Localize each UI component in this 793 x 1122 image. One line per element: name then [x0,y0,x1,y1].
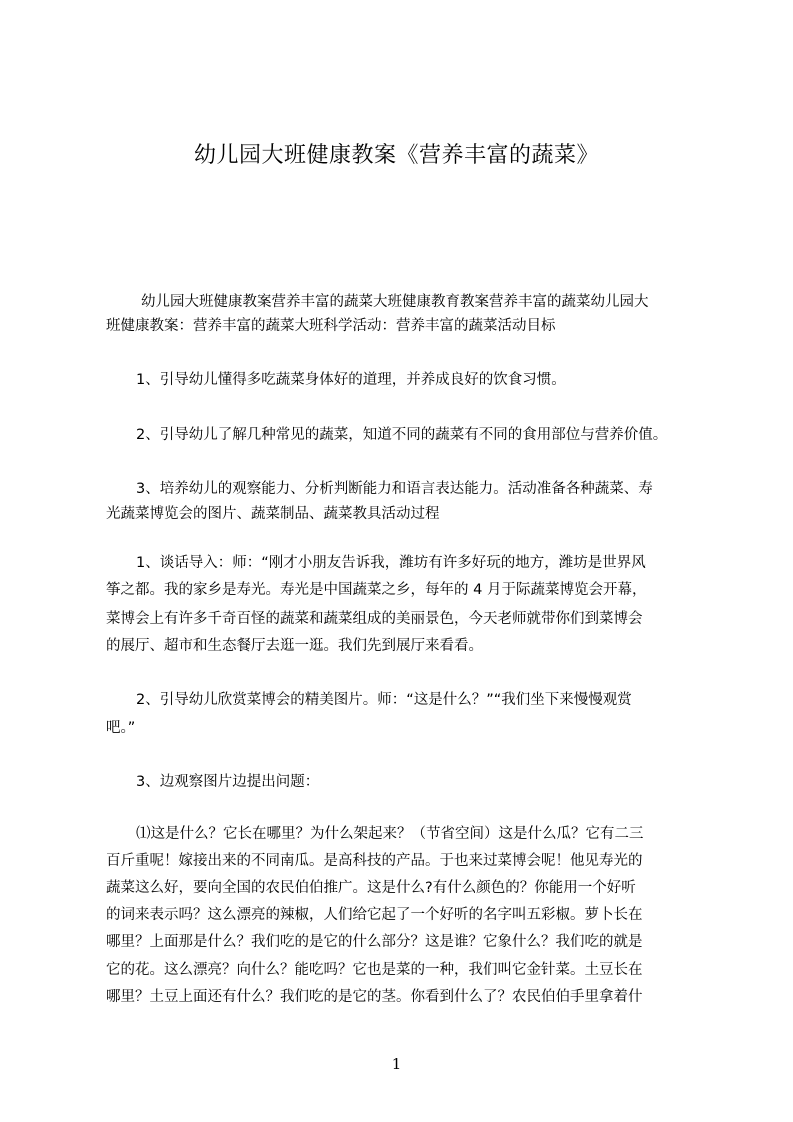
paragraph-line: 3、边观察图片边提出问题： [136,774,320,790]
paragraph-line: 班健康教案：营养丰富的蔬菜大班科学活动：营养丰富的蔬菜活动目标 [106,318,556,334]
paragraph-line: 2、引导幼儿欣赏菜博会的精美图片。师：“这是什么？”“我们坐下来慢慢观赏 [136,692,632,708]
paragraph-line: 吧。” [106,720,136,736]
paragraph-line: 1、引导幼儿懂得多吃蔬菜身体好的道理，并养成良好的饮食习惯。 [136,372,566,388]
document-title: 幼儿园大班健康教案《营养丰富的蔬菜》 [193,143,599,168]
paragraph-line: 的词来表示吗？这么漂亮的辣椒，人们给它起了一个好听的名字叫五彩椒。萝卜长在 [106,907,643,923]
paragraph-line: 3、培养幼儿的观察能力、分析判断能力和语言表达能力。活动准备各种蔬菜、寿 [136,481,653,497]
paragraph-line: 蔬菜这么好，要向全国的农民伯伯推广。这是什么?有什么颜色的？你能用一个好听 [106,880,636,896]
paragraph-line: 的展厅、超市和生态餐厅去逛一逛。我们先到展厅来看看。 [106,638,483,654]
paragraph-line: 哪里？上面那是什么？我们吃的是它的什么部分？这是谁？它象什么？我们吃的就是 [106,934,643,950]
paragraph-line: 2、引导幼儿了解几种常见的蔬菜，知道不同的蔬菜有不同的食用部位与营养价值。 [136,427,668,443]
paragraph-line: 1、谈话导入：师：“刚才小朋友告诉我，潍坊有许多好玩的地方，潍坊是世界风 [136,555,646,571]
paragraph-line: 筝之都。我的家乡是寿光。寿光是中国蔬菜之乡，每年的 4 月于际蔬菜博览会开幕， [106,582,647,598]
paragraph-line: 它的花。这么漂亮？向什么？能吃吗？它也是菜的一种，我们叫它金针菜。土豆长在 [106,962,643,978]
paragraph-line: 百斤重呢！嫁接出来的不同南瓜。是高科技的产品。于也来过菜博会呢！他见寿光的 [106,853,643,869]
paragraph-line: 幼儿园大班健康教案营养丰富的蔬菜大班健康教育教案营养丰富的蔬菜幼儿园大 [141,294,649,310]
paragraph-line: 光蔬菜博览会的图片、蔬菜制品、蔬菜教具活动过程 [106,506,440,522]
page-number: 1 [391,1055,402,1073]
paragraph-line: ⑴这是什么？它长在哪里？为什么架起来？（节省空间）这是什么瓜？它有二三 [136,826,644,842]
paragraph-line: 哪里？土豆上面还有什么？我们吃的是它的茎。你看到什么了？农民伯伯手里拿着什 [106,989,643,1005]
paragraph-line: 菜博会上有许多千奇百怪的蔬菜和蔬菜组成的美丽景色，今天老师就带你们到菜博会 [106,611,643,627]
